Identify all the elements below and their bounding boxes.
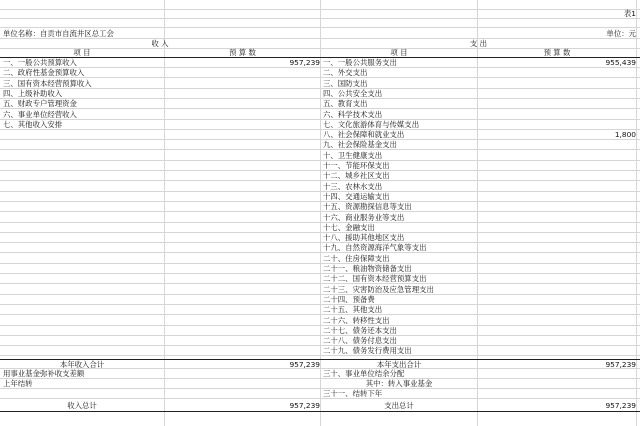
income-item-value [165, 79, 321, 89]
income-item-label: 七、其他收入安排 [3, 119, 63, 129]
expense-item-value [478, 151, 637, 161]
expense-item-value [478, 264, 637, 274]
income-item-label: 五、财政专户管理资金 [3, 99, 77, 109]
expense-item-label: 二十三、灾害防治及应急管理支出 [323, 284, 434, 294]
table-row [0, 274, 640, 284]
column-header-row [0, 48, 640, 58]
expense-item-value [478, 202, 637, 212]
income-item-value [165, 110, 321, 120]
table-row [0, 130, 640, 140]
table-row [0, 233, 640, 243]
expense-item-label: 二十五、其他支出 [323, 305, 383, 315]
expense-item-header: 项 目 [390, 48, 408, 57]
unit-row [0, 29, 640, 39]
expense-item-label: 十五、资源勘探信息等支出 [323, 202, 412, 212]
income-item-header: 项 目 [73, 48, 91, 57]
table-row [0, 99, 640, 109]
table-row [0, 243, 640, 253]
expense-item-value: 955,439 [605, 58, 636, 67]
expense-item-value [478, 89, 637, 99]
expense-item-label: 二十七、债务还本支出 [323, 325, 397, 335]
expense-item-value [478, 346, 637, 356]
expense-item-label: 二十、住房保障支出 [323, 253, 390, 263]
expense-item-value [478, 110, 637, 120]
totals-row [0, 359, 640, 369]
expense-total-label: 本年支出合计 [376, 360, 422, 369]
expense-item-label: 十三、农林水支出 [323, 181, 383, 191]
income-item-label: 六、事业单位经营收入 [3, 109, 77, 119]
expense-item-label: 六、科学技术支出 [323, 109, 383, 119]
table-row [0, 58, 640, 68]
table-row [0, 223, 640, 233]
table-row [0, 151, 640, 161]
expense-item-value [478, 182, 637, 192]
income-item-label: 二、政府性基金预算收入 [3, 68, 85, 78]
expense-item-label: 二、外交支出 [323, 68, 368, 78]
expense-item-value [478, 326, 637, 336]
income-grand-label: 收入总计 [67, 401, 97, 410]
expense-item-value [478, 295, 637, 305]
expense-item-value [478, 161, 637, 171]
income-item-value [165, 120, 321, 130]
table-row [0, 192, 640, 202]
expense-grand-value: 957,239 [605, 401, 636, 410]
income-item-label: 一、一般公共预算收入 [3, 58, 77, 67]
footer-left [3, 389, 163, 399]
expense-item-value [478, 171, 637, 181]
expense-header: 支 出 [469, 39, 488, 48]
currency-unit: 单位：元 [606, 29, 636, 38]
table-number: 表1 [623, 9, 636, 18]
grand-total-row [0, 400, 640, 412]
expense-item-label: 十九、自然资源海洋气象等支出 [323, 243, 427, 253]
expense-item-value [478, 316, 637, 326]
expense-item-label: 一、一般公共服务支出 [323, 58, 397, 67]
expense-total-value: 957,239 [605, 360, 636, 369]
income-item-value [165, 89, 321, 99]
expense-item-value [478, 233, 637, 243]
expense-item-label: 二十九、债务发行费用支出 [323, 346, 412, 356]
expense-item-label: 十、卫生健康支出 [323, 150, 383, 160]
expense-item-label: 十四、交通运输支出 [323, 191, 390, 201]
footer-left: 用事业基金弥补收支差额 [3, 369, 85, 378]
table-row [0, 346, 640, 356]
expense-item-label: 二十六、转移性支出 [323, 315, 390, 325]
blank-row [0, 412, 640, 422]
expense-item-label: 十二、城乡社区支出 [323, 171, 390, 181]
income-total-label: 本年收入合计 [59, 360, 105, 369]
income-budget-header: 预 算 数 [229, 48, 256, 57]
income-item-value [165, 68, 321, 78]
expense-item-value [478, 213, 637, 223]
expense-item-label: 二十二、国有资本经营预算支出 [323, 274, 427, 284]
table-row [0, 68, 640, 78]
footer-row [0, 369, 640, 379]
table-row [0, 79, 640, 89]
expense-item-value [478, 68, 637, 78]
expense-item-label: 八、社会保障和就业支出 [323, 130, 405, 140]
table-row [0, 202, 640, 212]
expense-item-label: 十一、节能环保支出 [323, 161, 390, 170]
table-row [0, 161, 640, 171]
expense-item-value [478, 285, 637, 295]
table-row [0, 254, 640, 264]
expense-item-label: 十七、金融支出 [323, 222, 375, 232]
table-row [0, 110, 640, 120]
expense-grand-label: 支出总计 [384, 401, 414, 410]
expense-item-label: 二十八、债务付息支出 [323, 336, 397, 346]
income-item-label: 三、国有资本经营预算收入 [3, 78, 92, 88]
footer-right: 三十、事业单位结余分配 [323, 369, 405, 378]
table-row [0, 264, 640, 274]
expense-item-label: 二十四、预备费 [323, 294, 375, 304]
income-item-value: 957,239 [289, 58, 320, 67]
income-total-value: 957,239 [289, 360, 320, 369]
expense-item-value: 1,800 [614, 130, 636, 140]
income-grand-value: 957,239 [289, 401, 320, 410]
expense-item-label: 三、国防支出 [323, 78, 368, 88]
table-row [0, 305, 640, 315]
blank-row [0, 18, 640, 28]
table-row [0, 140, 640, 150]
footer-row [0, 379, 640, 389]
table-row [0, 89, 640, 99]
expense-item-value [478, 243, 637, 253]
table-row [0, 295, 640, 305]
expense-item-label: 九、社会保险基金支出 [323, 140, 397, 150]
expense-budget-header: 预 算 数 [543, 48, 571, 57]
expense-item-label: 四、公共安全支出 [323, 88, 383, 98]
table-row [0, 316, 640, 326]
expense-item-value [478, 336, 637, 346]
expense-item-value [478, 305, 637, 315]
income-item-value [165, 99, 321, 109]
expense-item-label: 五、教育支出 [323, 99, 368, 109]
footer-left: 上年结转 [3, 379, 33, 388]
expense-item-value [478, 120, 637, 130]
unit-name: 单位名称：自贡市自流井区总工会 [3, 29, 114, 38]
expense-item-value [478, 254, 637, 264]
table-row [0, 336, 640, 346]
expense-item-label: 十八、援助其他地区支出 [323, 233, 405, 243]
expense-item-label: 十六、商业服务业等支出 [323, 212, 405, 222]
footer-right: 其中：转入事业基金 [365, 379, 433, 388]
table-row [0, 213, 640, 223]
table-row [0, 285, 640, 295]
income-item-label: 四、上级补助收入 [3, 88, 63, 98]
table-row [0, 326, 640, 336]
expense-item-label: 二十一、粮油物资储备支出 [323, 264, 412, 273]
expense-item-value [478, 99, 637, 109]
expense-item-label: 七、文化旅游体育与传媒支出 [323, 119, 420, 129]
footer-right: 三十一、结转下年 [323, 389, 383, 398]
expense-item-value [478, 223, 637, 233]
table-row [0, 182, 640, 192]
footer-row [0, 389, 640, 399]
expense-item-value [478, 192, 637, 202]
expense-item-value [478, 140, 637, 150]
table-row [0, 120, 640, 130]
expense-item-value [478, 274, 637, 284]
table-row [0, 171, 640, 181]
expense-item-value [478, 79, 637, 89]
income-header: 收 入 [151, 39, 169, 48]
